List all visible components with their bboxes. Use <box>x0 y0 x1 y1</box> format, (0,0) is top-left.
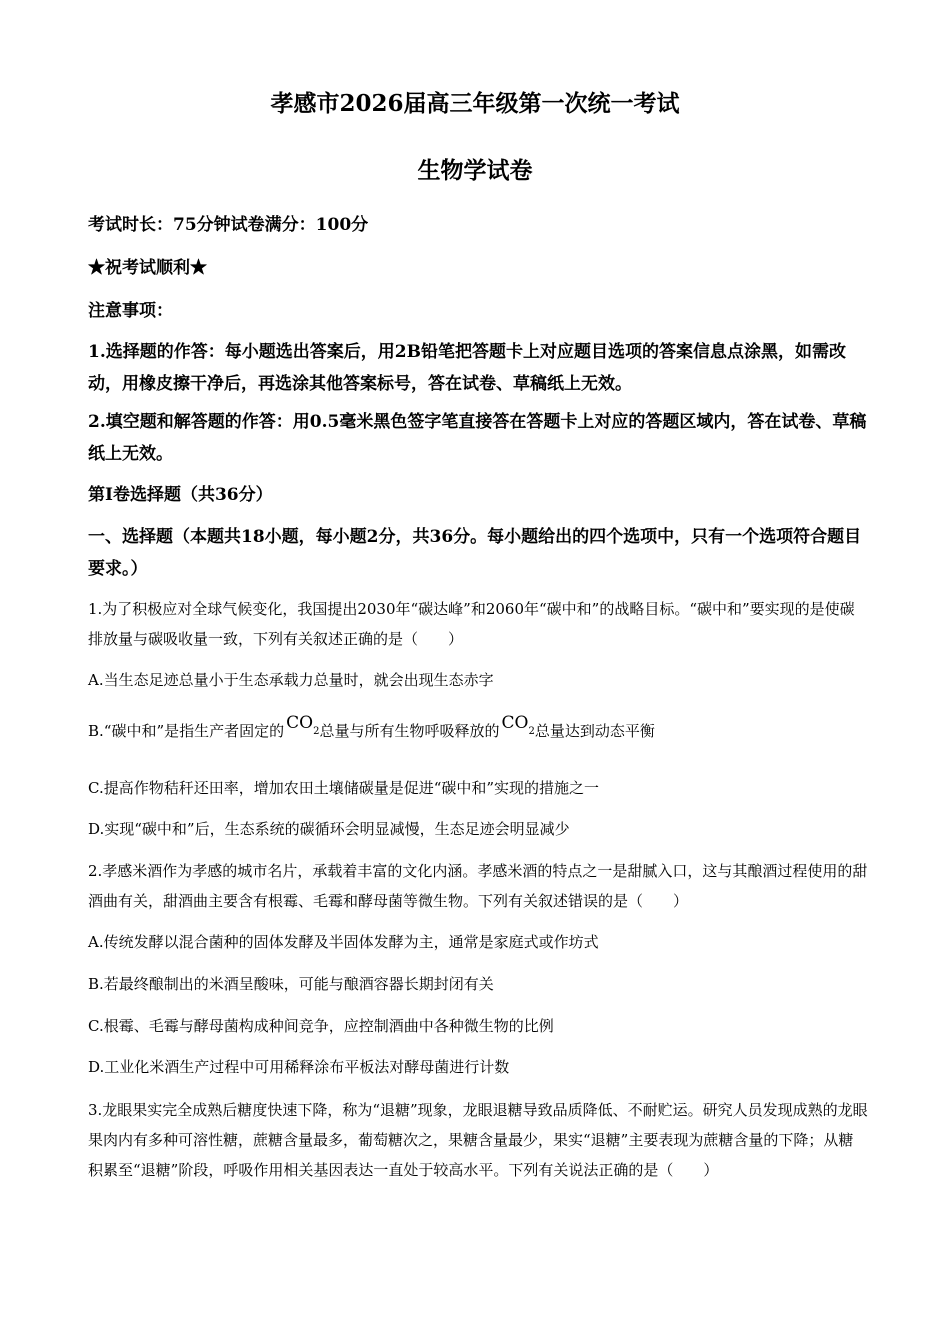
notice-item-2: 2.填空题和解答题的作答：用0.5毫米黑色签字笔直接答在答题卡上对应的答题区域内，答在试卷、草稿纸上无效。 <box>88 412 867 464</box>
notice-heading: 注意事项： <box>88 301 173 321</box>
option-b-text-1: B.“碳中和”是指生产者固定的 <box>88 722 285 740</box>
question-1-option-d: D.实现“碳中和”后，生态系统的碳循环会明显减慢，生态足迹会明显减少 <box>88 820 570 838</box>
co2-formula: $CO_2$ <box>501 713 535 737</box>
co2-formula: $CO_2$ <box>286 713 320 737</box>
section-instructions: 一、选择题（本题共18小题，每小题2分，共36分。每小题给出的四个选项中，只有一个选项符合题目要求。） <box>88 527 862 579</box>
question-1-stem: 1.为了积极应对全球气候变化，我国提出2030年“碳达峰”和2060年“碳中和”的战略目标。“碳中和”要实现的是使碳排放量与碳吸收量一致，下列有关叙述正确的是（ ） <box>88 600 855 648</box>
question-2-stem: 2.孝感米酒作为孝感的城市名片，承载着丰富的文化内涵。孝感米酒的特点之一是甜腻入口，这与其酿酒过程使用的甜酒曲有关，甜酒曲主要含有根霉、毛霉和酵母菌等微生物。下列有关叙述错误的是（ ） <box>88 862 868 910</box>
question-2-option-c: C.根霉、毛霉与酵母菌构成种间竞争，应控制酒曲中各种微生物的比例 <box>88 1017 554 1035</box>
question-1-option-a: A.当生态足迹总量小于生态承载力总量时，就会出现生态赤字 <box>88 671 494 689</box>
question-2-option-b: B.若最终酿制出的米酒呈酸味，可能与酿酒容器长期封闭有关 <box>88 975 494 993</box>
exam-subject: 生物学试卷 <box>417 157 533 184</box>
question-1-option-c: C.提高作物秸秆还田率，增加农田土壤储碳量是促进“碳中和”实现的措施之一 <box>88 779 600 797</box>
question-2-option-d: D.工业化米酒生产过程中可用稀释涂布平板法对酵母菌进行计数 <box>88 1058 510 1076</box>
good-luck-line: ★祝考试顺利★ <box>88 258 207 278</box>
notice-item-1: 1.选择题的作答：每小题选出答案后，用2B铅笔把答题卡上对应题目选项的答案信息点涂黑，如需改动，用橡皮擦干净后，再选涂其他答案标号，答在试卷、草稿纸上无效。 <box>88 342 846 394</box>
option-b-text-3: 总量达到动态平衡 <box>534 722 655 740</box>
question-2-option-a: A.传统发酵以混合菌种的固体发酵及半固体发酵为主，通常是家庭式或作坊式 <box>88 933 599 951</box>
question-1-option-b <box>88 713 868 749</box>
question-3-stem: 3.龙眼果实完全成熟后糖度快速下降，称为“退糖”现象，龙眼退糖导致品质降低、不耐贮运。研究人员发现成熟的龙眼果肉内有多种可溶性糖，蔗糖含量最多，葡萄糖次之，果糖含量最少，果实“退糖”主要表现为蔗糖含量的下降；从糖积累至“退糖”阶段，呼吸作用相关基因表达一直处于较高水平。下列有关说法正确的是（ ） <box>88 1101 868 1179</box>
exam-title: 孝感市2026届高三年级第一次统一考试 <box>270 90 680 117</box>
exam-meta: 考试时长：75分钟试卷满分：100分 <box>88 215 369 235</box>
part-title: 第Ⅰ卷选择题（共36分） <box>88 485 273 505</box>
option-b-text-2: 总量与所有生物呼吸释放的 <box>319 722 500 740</box>
